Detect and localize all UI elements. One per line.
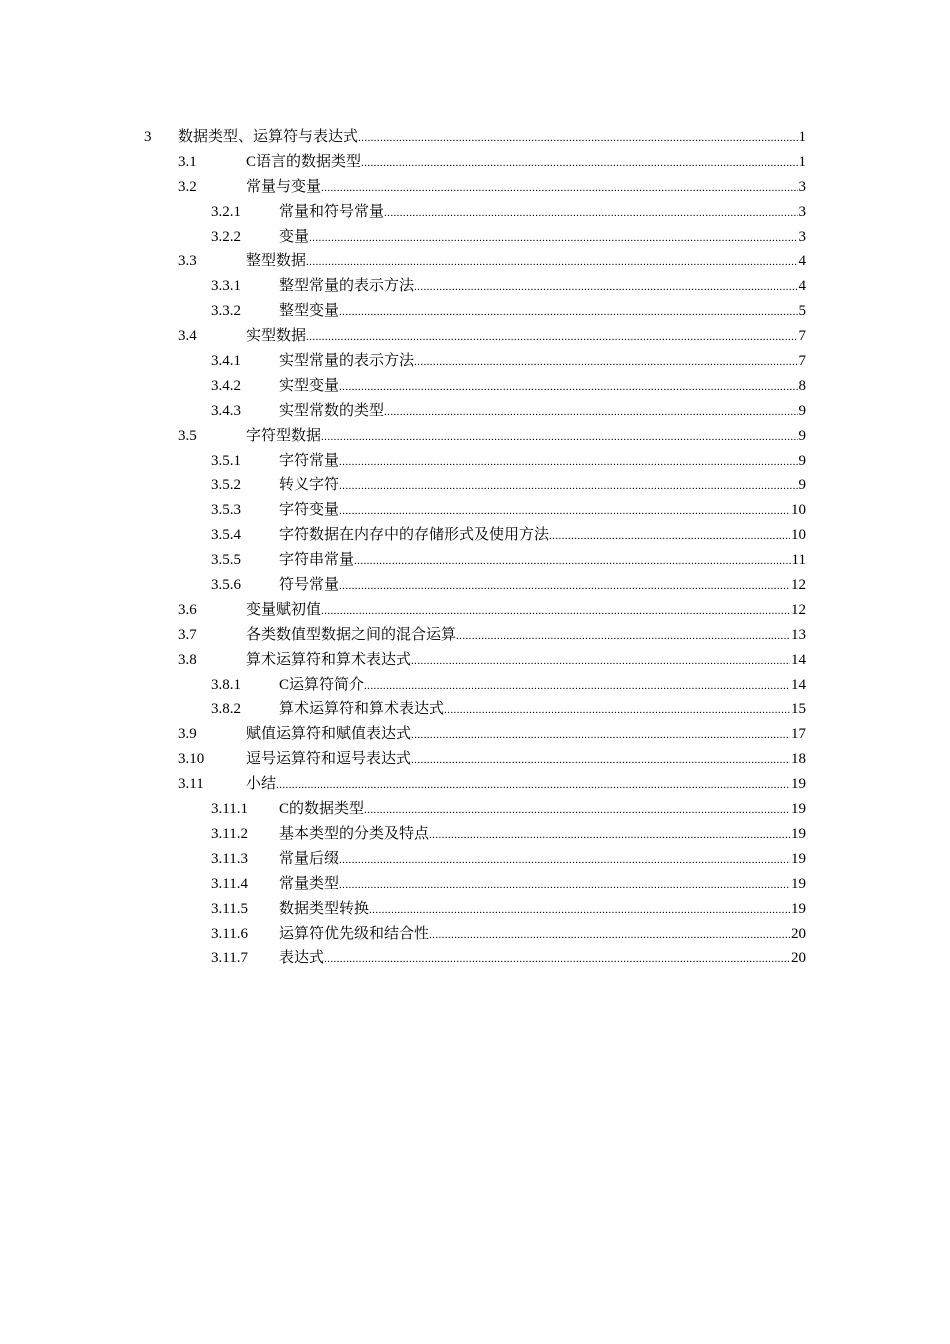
toc-entry-page-number: 19 bbox=[791, 801, 806, 818]
toc-entry[interactable] bbox=[0, 274, 950, 299]
toc-entry-body bbox=[246, 175, 806, 200]
toc-entry[interactable] bbox=[0, 673, 950, 698]
toc-entry[interactable] bbox=[0, 449, 950, 474]
toc-entry-body bbox=[246, 324, 806, 349]
toc-entry-body bbox=[279, 697, 806, 722]
toc-entry[interactable] bbox=[0, 697, 950, 722]
toc-entry-body bbox=[246, 598, 806, 623]
toc-entry-title: 常量和符号常量 bbox=[279, 203, 385, 220]
toc-entry-body bbox=[279, 872, 806, 897]
toc-entry[interactable] bbox=[0, 349, 950, 374]
toc-dot-leader bbox=[364, 797, 790, 822]
toc-entry-page-number: 19 bbox=[791, 900, 806, 917]
toc-dot-leader bbox=[324, 946, 790, 971]
toc-entry-body bbox=[246, 150, 806, 175]
toc-entry[interactable] bbox=[0, 722, 950, 747]
toc-entry-page-number: 12 bbox=[791, 601, 806, 618]
toc-dot-leader bbox=[306, 324, 797, 349]
toc-dot-leader bbox=[369, 897, 790, 922]
toc-entry[interactable] bbox=[0, 473, 950, 498]
toc-entry-body bbox=[279, 399, 806, 424]
toc-dot-leader bbox=[306, 249, 797, 274]
toc-entry-body bbox=[246, 772, 806, 797]
toc-entry-title: 整型常量的表示方法 bbox=[279, 278, 415, 295]
toc-entry-title: 运算符优先级和结合性 bbox=[279, 925, 430, 942]
toc-dot-leader bbox=[384, 200, 797, 225]
table-of-contents bbox=[0, 125, 950, 971]
toc-entry-page-number: 7 bbox=[798, 328, 806, 345]
toc-entry-page-number: 3 bbox=[798, 203, 806, 220]
toc-entry-page-number: 15 bbox=[791, 701, 806, 718]
toc-entry-body bbox=[279, 573, 806, 598]
toc-dot-leader bbox=[321, 598, 790, 623]
toc-entry-number: 3.8.1 bbox=[211, 676, 241, 693]
toc-entry[interactable] bbox=[0, 797, 950, 822]
toc-entry[interactable] bbox=[0, 175, 950, 200]
toc-entry-body bbox=[246, 424, 806, 449]
toc-dot-leader bbox=[444, 697, 790, 722]
toc-entry-number: 3.7 bbox=[178, 626, 197, 643]
toc-dot-leader bbox=[414, 274, 797, 299]
toc-entry-title: 字符型数据 bbox=[246, 427, 322, 444]
toc-entry-number: 3.11.1 bbox=[211, 801, 248, 818]
toc-entry-body bbox=[279, 946, 806, 971]
toc-entry-number: 3.11.3 bbox=[211, 850, 248, 867]
toc-entry[interactable] bbox=[0, 847, 950, 872]
toc-entry[interactable] bbox=[0, 623, 950, 648]
toc-entry-body bbox=[246, 623, 806, 648]
toc-entry-body bbox=[279, 797, 806, 822]
toc-entry-title: 字符常量 bbox=[279, 452, 340, 469]
toc-entry-title: 常量类型 bbox=[279, 875, 340, 892]
toc-dot-leader bbox=[339, 299, 797, 324]
toc-entry-body bbox=[246, 747, 806, 772]
toc-entry-body bbox=[279, 274, 806, 299]
toc-entry-number: 3.11.6 bbox=[211, 925, 248, 942]
toc-entry-title: 表达式 bbox=[279, 950, 325, 967]
toc-entry-page-number: 19 bbox=[791, 875, 806, 892]
toc-entry-title: 赋值运算符和赋值表达式 bbox=[246, 726, 412, 743]
toc-dot-leader bbox=[321, 175, 797, 200]
toc-entry-page-number: 17 bbox=[791, 726, 806, 743]
toc-dot-leader bbox=[549, 523, 790, 548]
toc-entry-body bbox=[279, 225, 806, 250]
toc-entry-title: 实型数据 bbox=[246, 328, 307, 345]
toc-entry[interactable] bbox=[0, 747, 950, 772]
toc-entry-body bbox=[279, 473, 806, 498]
toc-dot-leader bbox=[321, 424, 797, 449]
toc-entry-number: 3.11.4 bbox=[211, 875, 248, 892]
toc-entry-title: C运算符简介 bbox=[279, 676, 365, 693]
toc-entry-page-number: 5 bbox=[798, 303, 806, 320]
toc-entry-title: 整型变量 bbox=[279, 303, 340, 320]
toc-entry-title: 符号常量 bbox=[279, 577, 340, 594]
toc-entry[interactable] bbox=[0, 249, 950, 274]
toc-entry-page-number: 3 bbox=[798, 228, 806, 245]
toc-entry-page-number: 9 bbox=[798, 477, 806, 494]
toc-dot-leader bbox=[339, 473, 797, 498]
toc-entry-number: 3.1 bbox=[178, 153, 197, 170]
toc-entry-page-number: 1 bbox=[798, 129, 806, 145]
toc-dot-leader bbox=[429, 922, 790, 947]
toc-entry-page-number: 14 bbox=[791, 676, 806, 693]
toc-entry-page-number: 9 bbox=[798, 402, 806, 419]
toc-entry[interactable] bbox=[0, 498, 950, 523]
toc-entry-number: 3.6 bbox=[178, 601, 197, 618]
toc-entry-title: 常量与变量 bbox=[246, 178, 322, 195]
toc-entry-number: 3.5 bbox=[178, 427, 197, 444]
toc-entry-number: 3.11 bbox=[178, 776, 204, 793]
toc-entry[interactable] bbox=[0, 872, 950, 897]
toc-dot-leader bbox=[429, 822, 790, 847]
toc-entry-number: 3.2 bbox=[178, 178, 197, 195]
toc-dot-leader bbox=[339, 374, 797, 399]
toc-entry[interactable] bbox=[0, 200, 950, 225]
toc-entry-number: 3.4.2 bbox=[211, 377, 241, 394]
toc-entry-page-number: 14 bbox=[791, 651, 806, 668]
toc-entry[interactable] bbox=[0, 897, 950, 922]
toc-entry-title: 整型数据 bbox=[246, 253, 307, 270]
toc-entry-page-number: 10 bbox=[791, 502, 806, 519]
toc-dot-leader bbox=[354, 548, 791, 573]
toc-dot-leader bbox=[411, 747, 790, 772]
toc-entry-page-number: 11 bbox=[791, 552, 806, 569]
toc-entry[interactable] bbox=[0, 150, 950, 175]
toc-entry-page-number: 8 bbox=[798, 377, 806, 394]
toc-entry-body bbox=[279, 523, 806, 548]
toc-entry-number: 3.11.5 bbox=[211, 900, 248, 917]
toc-dot-leader bbox=[339, 573, 790, 598]
toc-entry-title: 转义字符 bbox=[279, 477, 340, 494]
toc-entry-title: 字符数据在内存中的存储形式及使用方法 bbox=[279, 527, 550, 544]
toc-entry[interactable] bbox=[0, 648, 950, 673]
toc-entry-page-number: 10 bbox=[791, 527, 806, 544]
toc-entry-number: 3.4 bbox=[178, 328, 197, 345]
toc-entry-page-number: 12 bbox=[791, 577, 806, 594]
toc-entry-number: 3.5.3 bbox=[211, 502, 241, 519]
toc-entry-number: 3.5.5 bbox=[211, 552, 241, 569]
toc-entry[interactable] bbox=[0, 523, 950, 548]
toc-dot-leader bbox=[339, 498, 790, 523]
toc-entry-number: 3.11.2 bbox=[211, 825, 248, 842]
toc-entry-page-number: 20 bbox=[791, 925, 806, 942]
toc-entry[interactable] bbox=[0, 324, 950, 349]
toc-entry[interactable] bbox=[0, 374, 950, 399]
toc-entry[interactable] bbox=[0, 125, 950, 150]
toc-entry-number: 3.9 bbox=[178, 726, 197, 743]
toc-entry-body bbox=[279, 847, 806, 872]
toc-entry-title: 变量赋初值 bbox=[246, 601, 322, 618]
toc-entry-title: C语言的数据类型 bbox=[246, 153, 362, 170]
toc-entry-body bbox=[279, 548, 806, 573]
toc-dot-leader bbox=[414, 349, 797, 374]
toc-entry-body bbox=[279, 673, 806, 698]
toc-entry[interactable] bbox=[0, 299, 950, 324]
toc-dot-leader bbox=[411, 722, 790, 747]
toc-entry-title: 字符变量 bbox=[279, 502, 340, 519]
toc-entry-page-number: 18 bbox=[791, 751, 806, 768]
toc-entry-title: 算术运算符和算术表达式 bbox=[279, 701, 445, 718]
toc-entry-title: C的数据类型 bbox=[279, 801, 365, 818]
toc-entry-number: 3.3.2 bbox=[211, 303, 241, 320]
toc-entry-body bbox=[279, 498, 806, 523]
toc-entry-number: 3.4.1 bbox=[211, 353, 241, 370]
toc-entry[interactable] bbox=[0, 772, 950, 797]
toc-entry-number: 3.5.2 bbox=[211, 477, 241, 494]
toc-entry-title: 小结 bbox=[246, 776, 277, 793]
toc-dot-leader bbox=[411, 648, 790, 673]
toc-entry-number: 3 bbox=[144, 129, 152, 145]
toc-entry[interactable] bbox=[0, 946, 950, 971]
toc-entry-number: 3.5.4 bbox=[211, 527, 241, 544]
toc-entry-title: 数据类型转换 bbox=[279, 900, 370, 917]
toc-entry-number: 3.4.3 bbox=[211, 402, 241, 419]
toc-entry-body bbox=[246, 648, 806, 673]
toc-entry-title: 常量后缀 bbox=[279, 850, 340, 867]
toc-entry-page-number: 19 bbox=[791, 850, 806, 867]
toc-entry-body bbox=[279, 349, 806, 374]
toc-entry-body bbox=[246, 722, 806, 747]
toc-dot-leader bbox=[364, 673, 790, 698]
toc-entry-page-number: 4 bbox=[798, 278, 806, 295]
toc-entry-number: 3.10 bbox=[178, 751, 205, 768]
toc-entry-title: 变量 bbox=[279, 228, 310, 245]
toc-entry[interactable] bbox=[0, 424, 950, 449]
toc-entry[interactable] bbox=[0, 922, 950, 947]
toc-entry-body bbox=[279, 922, 806, 947]
toc-entry-page-number: 20 bbox=[791, 950, 806, 967]
toc-entry-body bbox=[279, 449, 806, 474]
toc-dot-leader bbox=[384, 399, 797, 424]
toc-entry-number: 3.3.1 bbox=[211, 278, 241, 295]
toc-entry-page-number: 9 bbox=[798, 427, 806, 444]
toc-entry-number: 3.3 bbox=[178, 253, 197, 270]
toc-entry[interactable] bbox=[0, 822, 950, 847]
toc-entry-title: 实型常量的表示方法 bbox=[279, 353, 415, 370]
toc-entry-number: 3.2.2 bbox=[211, 228, 241, 245]
toc-entry-page-number: 13 bbox=[791, 626, 806, 643]
toc-entry-body bbox=[178, 125, 806, 150]
toc-entry-title: 基本类型的分类及特点 bbox=[279, 825, 430, 842]
toc-dot-leader bbox=[339, 847, 790, 872]
toc-dot-leader bbox=[339, 449, 797, 474]
toc-entry-number: 3.5.6 bbox=[211, 577, 241, 594]
toc-entry-page-number: 4 bbox=[798, 253, 806, 270]
toc-entry-body bbox=[279, 374, 806, 399]
toc-entry-body bbox=[279, 200, 806, 225]
toc-entry-title: 各类数值型数据之间的混合运算 bbox=[246, 626, 457, 643]
toc-entry-title: 实型变量 bbox=[279, 377, 340, 394]
toc-entry-page-number: 19 bbox=[791, 825, 806, 842]
toc-entry-page-number: 3 bbox=[798, 178, 806, 195]
toc-entry[interactable] bbox=[0, 225, 950, 250]
toc-entry-number: 3.8 bbox=[178, 651, 197, 668]
toc-dot-leader bbox=[309, 225, 797, 250]
toc-entry-title: 实型常数的类型 bbox=[279, 402, 385, 419]
toc-entry-page-number: 19 bbox=[791, 776, 806, 793]
toc-entry-number: 3.11.7 bbox=[211, 950, 248, 967]
toc-entry-title: 逗号运算符和逗号表达式 bbox=[246, 751, 412, 768]
toc-dot-leader bbox=[361, 150, 797, 175]
toc-entry[interactable] bbox=[0, 548, 950, 573]
toc-entry-body bbox=[246, 249, 806, 274]
toc-entry[interactable] bbox=[0, 598, 950, 623]
toc-entry-number: 3.8.2 bbox=[211, 701, 241, 718]
toc-dot-leader bbox=[358, 125, 797, 150]
toc-entry-title: 字符串常量 bbox=[279, 552, 355, 569]
toc-entry-page-number: 9 bbox=[798, 452, 806, 469]
toc-entry-page-number: 7 bbox=[798, 353, 806, 370]
toc-entry-page-number: 1 bbox=[798, 153, 806, 170]
toc-entry-body bbox=[279, 897, 806, 922]
toc-entry-title: 数据类型、运算符与表达式 bbox=[178, 129, 359, 145]
toc-entry-number: 3.5.1 bbox=[211, 452, 241, 469]
toc-entry[interactable] bbox=[0, 573, 950, 598]
toc-entry-body bbox=[279, 822, 806, 847]
toc-entry-number: 3.2.1 bbox=[211, 203, 241, 220]
toc-entry-body bbox=[279, 299, 806, 324]
toc-entry-title: 算术运算符和算术表达式 bbox=[246, 651, 412, 668]
toc-dot-leader bbox=[276, 772, 790, 797]
toc-entry[interactable] bbox=[0, 399, 950, 424]
toc-dot-leader bbox=[339, 872, 790, 897]
toc-dot-leader bbox=[456, 623, 790, 648]
